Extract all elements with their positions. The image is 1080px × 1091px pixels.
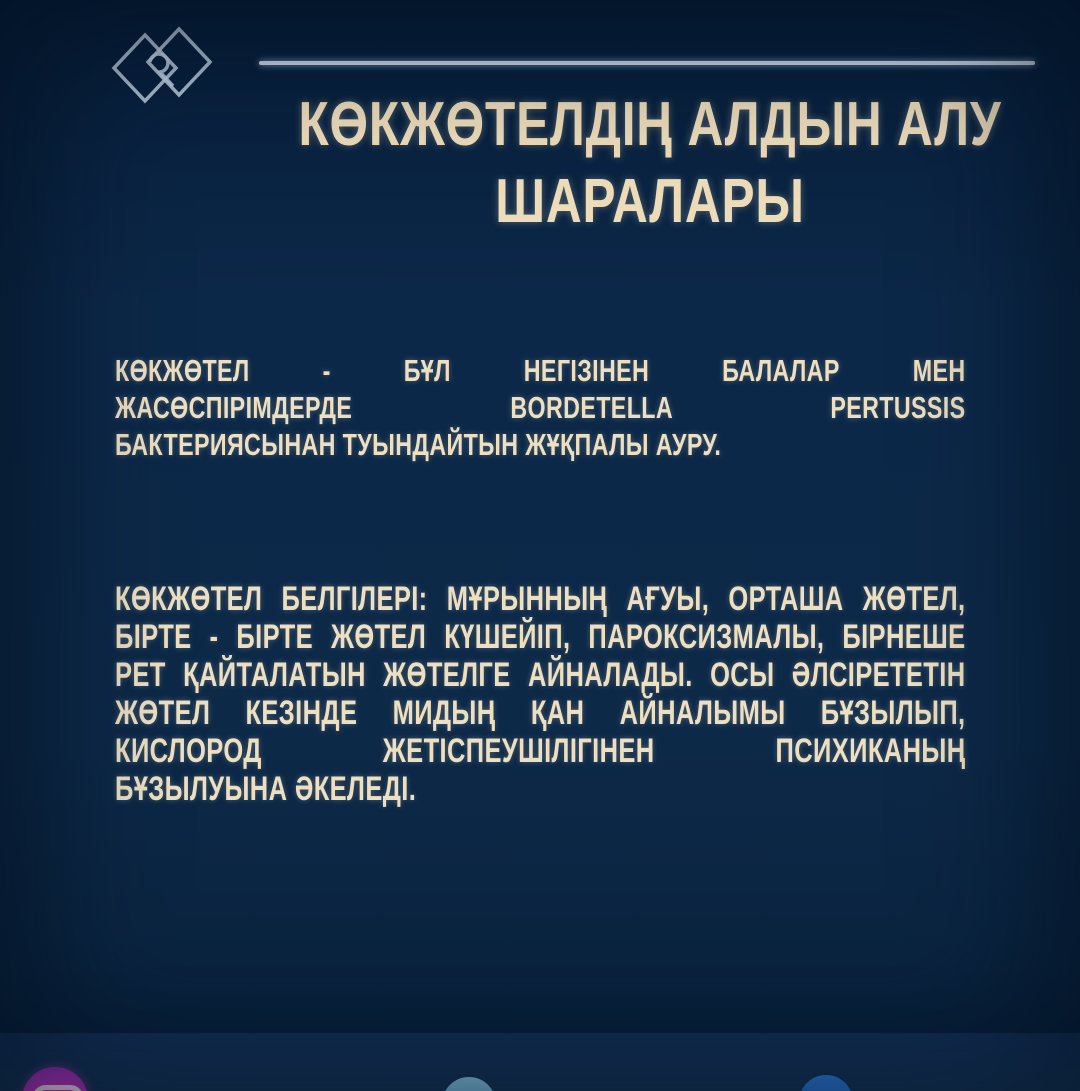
bottom-bar [0,1033,1080,1091]
symptoms-line: КӨКЖӨТЕЛ БЕЛГІЛЕРІ: МҰРЫННЫҢ АҒУЫ, ОРТАША ЖӨТЕЛ, [115,580,966,618]
symptoms-line: РЕТ ҚАЙТАЛАТЫН ЖӨТЕЛГЕ АЙНАЛАДЫ. ОСЫ ӘЛСІРЕТЕТІН [115,656,966,694]
symptoms-paragraph [115,580,966,808]
intro-line: БАКТЕРИЯСЫНАН ТУЫНДАЙТЫН ЖҰҚПАЛЫ АУРУ. [115,427,722,462]
symptoms-line: КИСЛОРОД ЖЕТІСПЕУШІЛІГІНЕН ПСИХИКАНЫҢ [115,732,966,770]
intro-line: ЖАСӨСПІРІМДЕРДЕ BORDETELLA PERTUSSIS [115,390,966,425]
symptoms-line: БҰЗЫЛУЫНА ӘКЕЛЕДІ. [115,770,417,808]
intro-paragraph [115,352,966,463]
page-title-line2: ШАРАЛАРЫ [495,167,805,236]
page-title [178,86,1080,240]
header-divider-line [259,61,1035,65]
intro-line: КӨКЖӨТЕЛ - БҰЛ НЕГІЗІНЕН БАЛАЛАР МЕН [115,353,966,388]
page-title-line1: КӨКЖӨТЕЛДІҢ АЛДЫН АЛУ [298,90,1002,159]
symptoms-line: БІРТЕ - БІРТЕ ЖӨТЕЛ КҮШЕЙІП, ПАРОКСИЗМАЛЫ, БІРНЕШЕ [115,618,966,656]
symptoms-line: ЖӨТЕЛ КЕЗІНДЕ МИДЫҢ ҚАН АЙНАЛЫМЫ БҰЗЫЛЫП, [115,694,966,732]
instagram-camera-frame [32,1085,84,1091]
